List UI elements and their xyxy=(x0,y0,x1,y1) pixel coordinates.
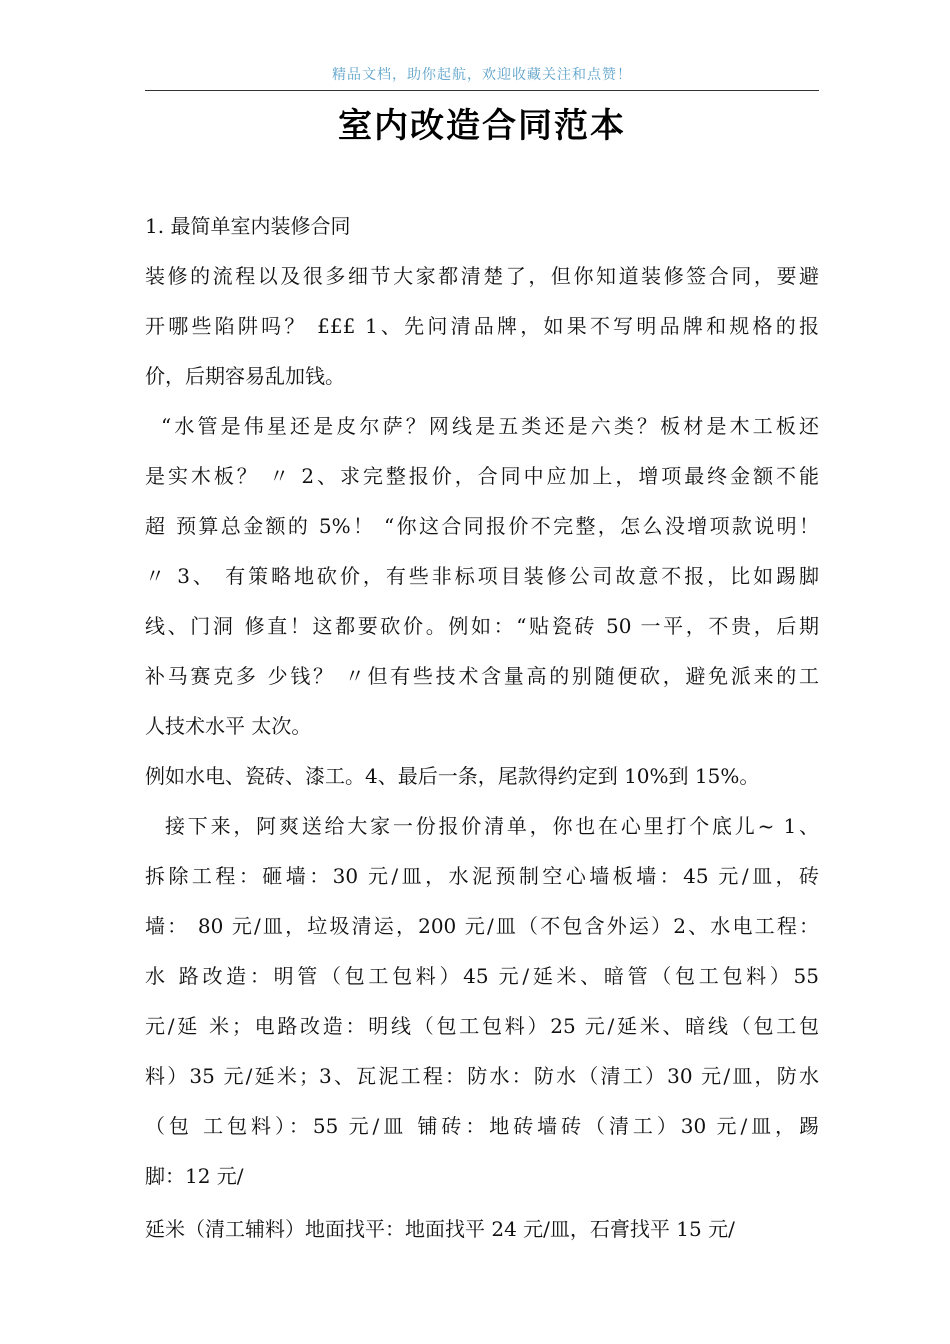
paragraph-line: 墙： 80 元/皿，垃圾清运，200 元/皿（不包含外运）2、水电工程： xyxy=(145,914,819,938)
paragraph-line: “水管是伟星还是皮尔萨？网线是五类还是六类？板材是木工板还 xyxy=(161,414,819,438)
paragraph-line: 补马赛克多 少钱？ 〃但有些技术含量高的别随便砍，避免派来的工 xyxy=(145,664,819,688)
paragraph-line: 水 路改造：明管（包工包料）45 元/延米、暗管（包工包料）55 xyxy=(145,964,819,988)
paragraph-line: 例如水电、瓷砖、漆工。4、最后一条，尾款得约定到 10%到 15%。 xyxy=(145,764,760,788)
header-divider xyxy=(145,90,819,91)
paragraph-line: 开哪些陷阱吗？ £££ 1、先问清品牌，如果不写明品牌和规格的报 xyxy=(145,314,819,338)
paragraph-line: 接下来，阿爽送给大家一份报价清单，你也在心里打个底儿~ 1、 xyxy=(165,814,819,838)
paragraph-line: 装修的流程以及很多细节大家都清楚了，但你知道装修签合同，要避 xyxy=(145,264,819,288)
paragraph-line: 超 预算总金额的 5%！ “你这合同报价不完整，怎么没增项款说明！ xyxy=(145,514,819,538)
paragraph-line: 线、门洞 修直！这都要砍价。例如：“贴瓷砖 50 一平，不贵，后期 xyxy=(145,614,819,638)
paragraph-line: 〃 3、 有策略地砍价，有些非标项目装修公司故意不报，比如踢脚 xyxy=(145,564,819,588)
paragraph-line: 料）35 元/延米；3、瓦泥工程：防水：防水（清工）30 元/皿，防水 xyxy=(145,1064,819,1088)
paragraph-line: 是实木板？ 〃 2、求完整报价，合同中应加上，增项最终金额不能 xyxy=(145,464,819,488)
paragraph-line: 脚：12 元/ xyxy=(145,1164,244,1188)
paragraph-line: 延米（清工辅料）地面找平：地面找平 24 元/皿，石膏找平 15 元/ xyxy=(145,1217,735,1241)
section-heading: 1. 最简单室内装修合同 xyxy=(145,214,351,238)
paragraph-line: 拆除工程：砸墙：30 元/皿，水泥预制空心墙板墙：45 元/皿，砖 xyxy=(145,864,819,888)
paragraph-line: 价，后期容易乱加钱。 xyxy=(145,364,345,388)
document-title: 室内改造合同范本 xyxy=(338,106,626,146)
paragraph-line: 元/延 米；电路改造：明线（包工包料）25 元/延米、暗线（包工包 xyxy=(145,1014,819,1038)
paragraph-line: 人技术水平 太次。 xyxy=(145,714,312,738)
header-note: 精品文档，助你起航，欢迎收藏关注和点赞！ xyxy=(332,67,632,83)
paragraph-line: （包 工包料）：55 元/皿 铺砖：地砖墙砖（清工）30 元/皿，踢 xyxy=(145,1114,819,1138)
